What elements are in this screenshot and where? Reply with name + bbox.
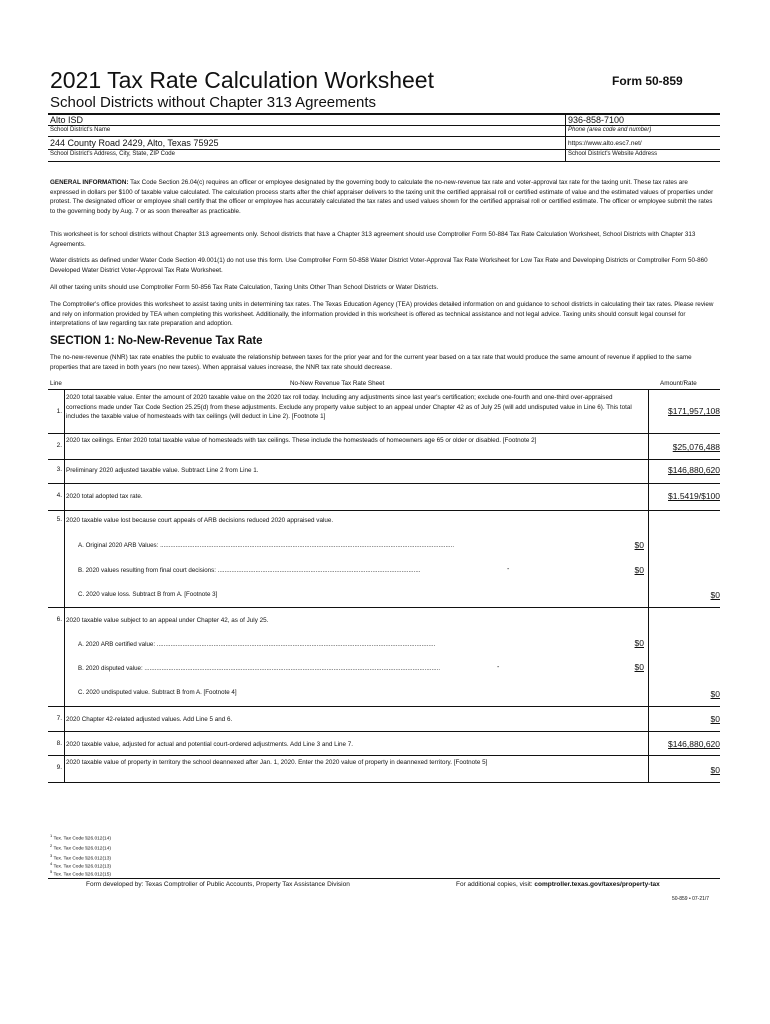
line-8-text: 2020 taxable value, adjusted for actual and potential court-ordered adjustments. Add Line 3 and Line 7. [66,741,354,748]
phone-value[interactable]: 936-858-7100 [568,115,625,125]
intro-paragraph-4: All other taxing units should use Comptroller Form 50-856 Tax Rate Calculation, Taxing Units Other Than School Districts or Water Districts. [50,284,439,291]
row-rule [48,459,720,460]
line-5a-text: A. Original 2020 ARB Values: ........................................................................................................................................................................... [78,542,455,549]
line-6-text: 2020 taxable value subject to an appeal under Chapter 42, as of July 25. [66,617,269,624]
page-subtitle: School Districts without Chapter 313 Agreements [50,94,376,111]
column-header-amount: Amount/Rate [660,380,697,387]
fields-divider [565,113,566,161]
district-name-value[interactable]: Alto ISD [50,115,84,125]
row-rule [48,483,720,484]
footnote-number: 2 [50,843,53,848]
row-rule [48,433,720,434]
line-number: 9. [56,764,62,771]
general-information [50,178,718,216]
footnote [50,843,111,853]
line-number: 2. [56,442,62,449]
section-1-description: The no-new-revenue (NNR) tax rate enables the public to evaluate the relationship between taxes for the prior year and for the current year based on a tax rate that would produce the same amount of revenue if applied to the same properties that are taxed in both years (no new taxes). When appraisal values increase, the NNR tax rate should decrease. [50,354,692,371]
line-5b-text: B. 2020 values resulting from final court decisions: ...................................................................................................................... [78,567,421,574]
line-8-amount[interactable]: $146,880,620 [668,739,720,749]
line-5c-amount[interactable]: $0 [710,590,720,600]
field-rule [48,161,720,162]
line-number: 7. [56,715,62,722]
line-number: 8. [56,740,62,747]
footer-copies [456,881,660,888]
website-label: School District's Website Address [568,151,658,157]
line-6b-text: B. 2020 disputed value: ............................................................................................................................................................................ [78,665,441,672]
line-number: 5. [56,516,62,523]
field-rule [566,149,720,150]
general-information-text: Tax Code Section 26.04(c) requires an officer or employee designated by the governing body to calculate the no-new-revenue tax rate and voter-approval tax rate for the taxing unit. These tax rates are expressed in dollars per $100 of taxable value calculated. The calculation process starts after the chief appraiser delivers to the taxing unit the certified appraisal roll or certified estimate of value and the estimated values of properties under protest. The designated officer or employee shall certify that the officer or employee has accurately calculated the tax rates and used values shown for the certified appraisal roll or certified estimate. The officer or employee submit the rates to the governing body by Aug. 7 or as soon thereafter as practicable. [50,179,714,215]
line-6a-text: A. 2020 ARB certified value: .................................................................................................................................................................. [78,641,436,648]
footnote-text: Tex. Tax Code §26.012(13) [53,864,111,870]
line-6a-amount[interactable]: $0 [634,638,644,648]
line-1-amount[interactable]: $171,957,108 [668,406,720,416]
line-6c-amount[interactable]: $0 [710,689,720,699]
line-number: 4. [56,492,62,499]
footnote-number: 5 [50,869,53,874]
row-rule [48,607,720,608]
field-rule [48,125,565,126]
footnote-text: Tex. Tax Code §26.012(15) [53,872,111,878]
row-rule [48,755,720,756]
line-5-text: 2020 taxable value lost because court appeals of ARB decisions reduced 2020 appraised value. [66,517,334,524]
section-1-title: SECTION 1: No-New-Revenue Tax Rate [50,335,263,347]
line-9-text: 2020 taxable value of property in territory the school deannexed after Jan. 1, 2020. Enter the 2020 value of property in deannexed territory. [Footnote 5] [66,759,488,766]
intro-paragraph-2: This worksheet is for school districts without Chapter 313 agreements only. School districts that have a Chapter 313 agreement should use Comptroller Form 50-884 Tax Rate Calculation Worksheet, School Districts with Chapter 313 Agreements. [50,231,696,248]
field-rule [566,125,720,126]
footnote-text: Tex. Tax Code §26.012(14) [53,846,111,852]
footer-credit: Form developed by: Texas Comptroller of Public Accounts, Property Tax Assistance Division [86,881,350,888]
footer-copies-prefix: For additional copies, visit: [456,881,535,888]
line-7-amount[interactable]: $0 [710,714,720,724]
phone-label: Phone (area code and number) [568,127,652,133]
row-rule [48,731,720,732]
line-5c-text: C. 2020 value loss. Subtract B from A. [Footnote 3] [78,591,218,598]
line-number: 3. [56,466,62,473]
footnote-number: 3 [50,853,53,858]
intro-paragraph-5: The Comptroller's office provides this worksheet to assist taxing units in determining tax rates. The Texas Education Agency (TEA) provides detailed information on and guidance to school districts in calculating their tax rates. Please review and rely on information provided by TEA when completing this worksheet. Additionally, the information provided in this worksheet is offered as technical assistance and not legal advice. Taxing units should consult legal counsel for interpretations of law regarding tax rate preparation and adoption. [50,301,714,328]
footnote-number: 4 [50,861,53,866]
field-rule [48,149,565,150]
website-value[interactable]: https://www.alto.esc7.net/ [568,140,642,147]
line-2-amount[interactable]: $25,076,488 [672,442,720,452]
line-2-text: 2020 tax ceilings. Enter 2020 total taxable value of homesteads with tax ceilings. These include the homesteads of homeowners age 65 or older or disabled. [Footnote 2] [66,437,537,444]
field-rule [48,136,720,137]
line-6b-amount[interactable]: $0 [634,662,644,672]
form-number: Form 50-859 [612,74,683,88]
line-4-amount[interactable]: $1.5419/$100 [668,491,720,501]
column-separator [64,389,65,782]
address-value[interactable]: 244 County Road 2429, Alto, Texas 75925 [50,138,219,148]
line-5b-amount[interactable]: $0 [634,565,644,575]
footnote-text: Tex. Tax Code §26.012(14) [53,836,111,842]
footnote [50,833,111,843]
footnote-number: 1 [50,833,53,838]
minus-sign: - [497,664,500,671]
footer-link[interactable]: comptroller.texas.gov/taxes/property-tax [534,881,660,888]
minus-sign: - [507,566,510,573]
page-title: 2021 Tax Rate Calculation Worksheet [50,67,434,93]
line-3-text: Preliminary 2020 adjusted taxable value. Subtract Line 2 from Line 1. [66,467,259,474]
column-header-sheet: No-New Revenue Tax Rate Sheet [290,380,385,387]
column-separator [648,389,649,782]
row-rule [48,706,720,707]
line-3-amount[interactable]: $146,880,620 [668,465,720,475]
line-6c-text: C. 2020 undisputed value. Subtract B from A. [Footnote 4] [78,689,237,696]
line-5a-amount[interactable]: $0 [634,540,644,550]
line-1-text: 2020 total taxable value. Enter the amount of 2020 taxable value on the 2020 tax roll today. Including any adjustments since last year's certification; exclude one-fourth and one-third over-appraised corrections made under Tax Code Section 25.25(d) from these adjustments. Exclude any property value subject to an appeal under Chapter 42 as of July 25 (will add undisputed value in Line 6). This total includes the taxable value of homesteads with tax ceilings (will deduct in Line 2). [Footnote 1] [66,394,632,421]
district-name-label: School District's Name [50,127,111,133]
footer-rule [48,878,720,879]
address-label: School District's Address, City, State, ZIP Code [50,151,175,157]
row-rule [48,782,720,783]
general-information-label: GENERAL INFORMATION: [50,179,129,186]
line-7-text: 2020 Chapter 42-related adjusted values. Add Line 5 and 6. [66,716,233,723]
column-header-line: Line [50,380,62,387]
line-9-amount[interactable]: $0 [710,765,720,775]
row-rule [48,510,720,511]
line-number: 6. [56,616,62,623]
line-4-text: 2020 total adopted tax rate. [66,493,143,500]
form-revision-code: 50-859 • 07-21/7 [672,896,710,902]
line-number: 1. [56,408,62,415]
intro-paragraph-3: Water districts as defined under Water Code Section 49.001(1) do not use this form. Use Comptroller Form 50-858 Water District Voter-Approval Tax Rate Worksheet for Low Tax Rate and Developing Districts or Comptroller Form 50-860 Developed Water District Voter-Approval Tax Rate Worksheet. [50,257,708,274]
footnote-text: Tex. Tax Code §26.012(13) [53,856,111,862]
row-rule [48,389,720,390]
